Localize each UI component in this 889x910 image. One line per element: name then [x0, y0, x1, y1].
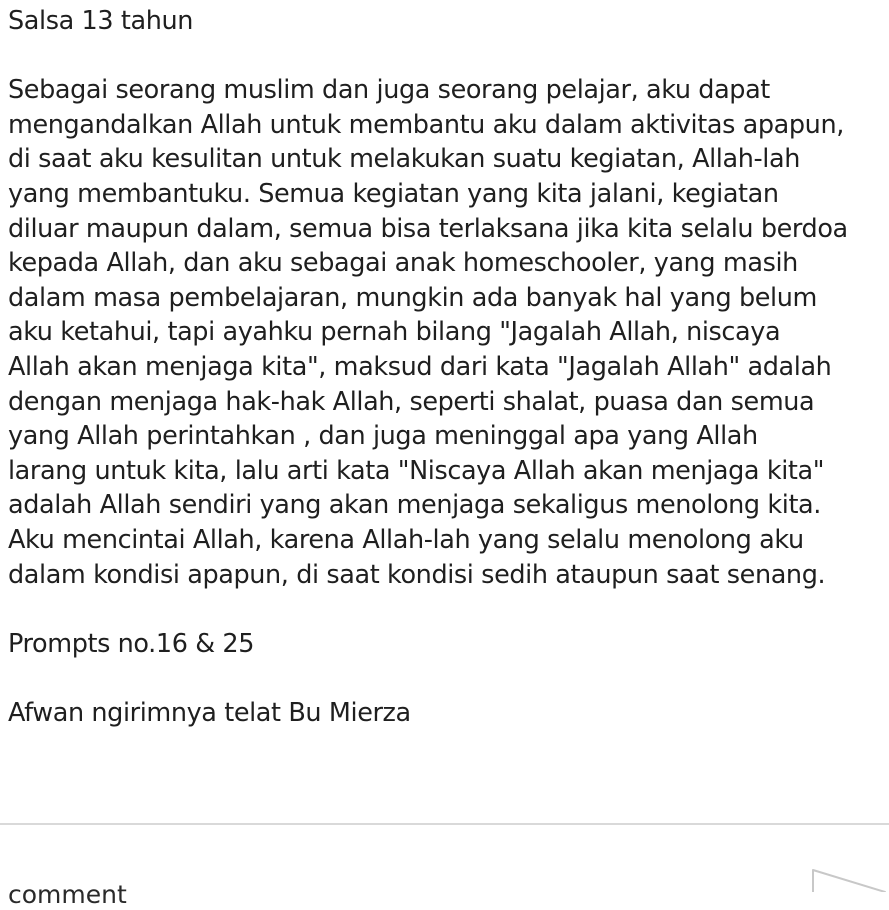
post-body-line: aku ketahui, tapi ayahku pernah bilang "Jagalah Allah, niscaya	[8, 317, 781, 348]
post-body-line: dengan menjaga hak-hak Allah, seperti shalat, puasa dan semua	[8, 386, 815, 417]
post-body-line: Aku mencintai Allah, karena Allah-lah yang selalu menolong aku	[8, 524, 804, 555]
post-body-line: diluar maupun dalam, semua bisa terlaksana jika kita selalu berdoa	[8, 213, 848, 244]
post-body-line: yang membantuku. Semua kegiatan yang kita jalani, kegiatan	[8, 178, 779, 209]
divider	[0, 823, 889, 825]
post-body-line: dalam masa pembelajaran, mungkin ada banyak hal yang belum	[8, 282, 817, 313]
post-closing-line: Afwan ngirimnya telat Bu Mierza	[8, 697, 411, 728]
comment-input-hint[interactable]: comment	[8, 880, 127, 909]
post-body-line: Allah akan menjaga kita", maksud dari kata "Jagalah Allah" adalah	[8, 351, 832, 382]
post-body-line: larang untuk kita, lalu arti kata "Niscaya Allah akan menjaga kita"	[8, 455, 825, 486]
post-body-line: Sebagai seorang muslim dan juga seorang pelajar, aku dapat	[8, 75, 770, 106]
post-body-line: kepada Allah, dan aku sebagai anak homeschooler, yang masih	[8, 248, 798, 279]
post-body	[8, 73, 886, 592]
send-icon[interactable]	[809, 868, 889, 892]
paragraph-gap	[8, 592, 886, 627]
post-prompts-line: Prompts no.16 & 25	[8, 628, 255, 659]
paragraph-gap	[8, 39, 886, 74]
post-body-line: mengandalkan Allah untuk membantu aku dalam aktivitas apapun,	[8, 109, 844, 140]
post-author-line: Salsa 13 tahun	[8, 6, 193, 36]
post-body-line: dalam kondisi apapun, di saat kondisi sedih ataupun saat senang.	[8, 559, 826, 590]
paragraph-gap	[8, 661, 886, 696]
post-content	[8, 4, 886, 730]
post-body-line: adalah Allah sendiri yang akan menjaga sekaligus menolong kita.	[8, 490, 821, 521]
post-body-line: yang Allah perintahkan , dan juga meninggal apa yang Allah	[8, 421, 758, 452]
comment-bar[interactable]	[0, 826, 889, 909]
post-body-line: di saat aku kesulitan untuk melakukan suatu kegiatan, Allah-lah	[8, 144, 800, 175]
